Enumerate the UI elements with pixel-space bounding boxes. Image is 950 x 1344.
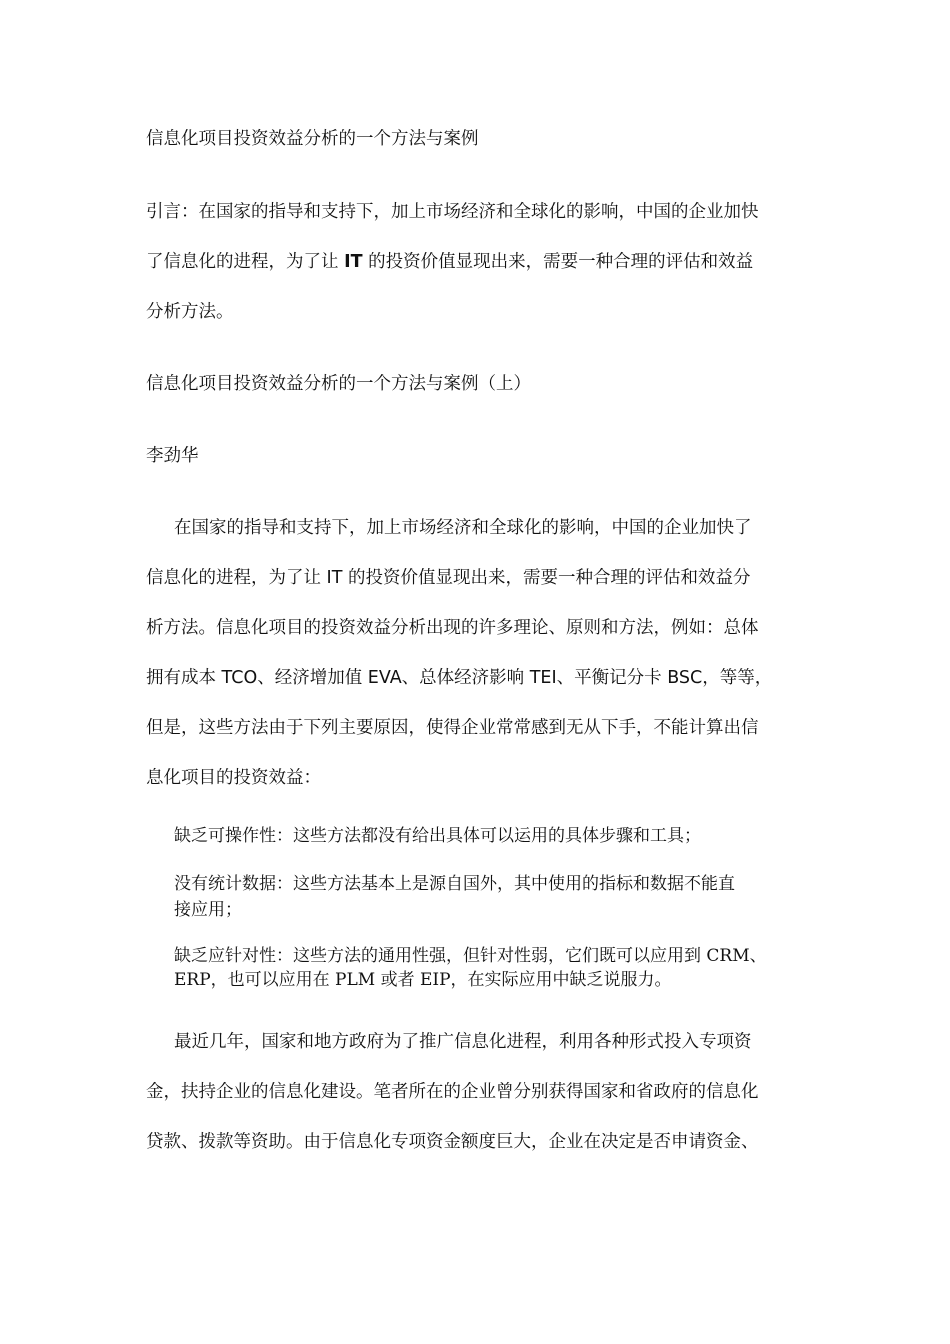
paragraph1-line: 息化项目的投资效益：	[146, 768, 321, 788]
document-title: 信息化项目投资效益分析的一个方法与案例	[146, 129, 479, 149]
intro-line-3: 分析方法。	[146, 302, 234, 322]
intro-it-bold: IT	[344, 252, 363, 272]
bullet-item-line: 缺乏可操作性：这些方法都没有给出具体可以运用的具体步骤和工具；	[174, 826, 701, 846]
subtitle: 信息化项目投资效益分析的一个方法与案例（上）	[146, 374, 531, 394]
intro-line-2	[146, 250, 753, 274]
paragraph1-line: 析方法。信息化项目的投资效益分析出现的许多理论、原则和方法，例如：总体	[146, 618, 759, 638]
paragraph1-line: 拥有成本 TCO、经济增加值 EVA、总体经济影响 TEI、平衡记分卡 BSC，等等，	[146, 668, 773, 688]
bullet-item-line: 缺乏应针对性：这些方法的通用性强，但针对性弱，它们既可以应用到 CRM、	[174, 946, 767, 966]
paragraph1-line: 信息化的进程，为了让 IT 的投资价值显现出来，需要一种合理的评估和效益分	[146, 568, 751, 588]
paragraph2-line: 贷款、拨款等资助。由于信息化专项资金额度巨大，企业在决定是否申请资金、	[146, 1132, 759, 1152]
intro-line-2-after: 的投资价值显现出来，需要一种合理的评估和效益	[362, 252, 754, 272]
bullet-item-line: 接应用；	[174, 900, 242, 920]
paragraph1-line: 在国家的指导和支持下，加上市场经济和全球化的影响，中国的企业加快了	[174, 518, 752, 538]
bullet-item-line: ERP，也可以应用在 PLM 或者 EIP，在实际应用中缺乏说服力。	[174, 970, 672, 990]
intro-line-2-before: 了信息化的进程，为了让	[146, 252, 345, 272]
bullet-item-line: 没有统计数据：这些方法基本上是源自国外，其中使用的指标和数据不能直	[174, 874, 735, 894]
paragraph2-line: 最近几年，国家和地方政府为了推广信息化进程，利用各种形式投入专项资	[174, 1032, 752, 1052]
paragraph1-line: 但是，这些方法由于下列主要原因，使得企业常常感到无从下手，不能计算出信	[146, 718, 759, 738]
author: 李劲华	[146, 446, 199, 466]
intro-line-1: 引言：在国家的指导和支持下，加上市场经济和全球化的影响，中国的企业加快	[146, 202, 759, 222]
paragraph2-line: 金，扶持企业的信息化建设。笔者所在的企业曾分别获得国家和省政府的信息化	[146, 1082, 759, 1102]
